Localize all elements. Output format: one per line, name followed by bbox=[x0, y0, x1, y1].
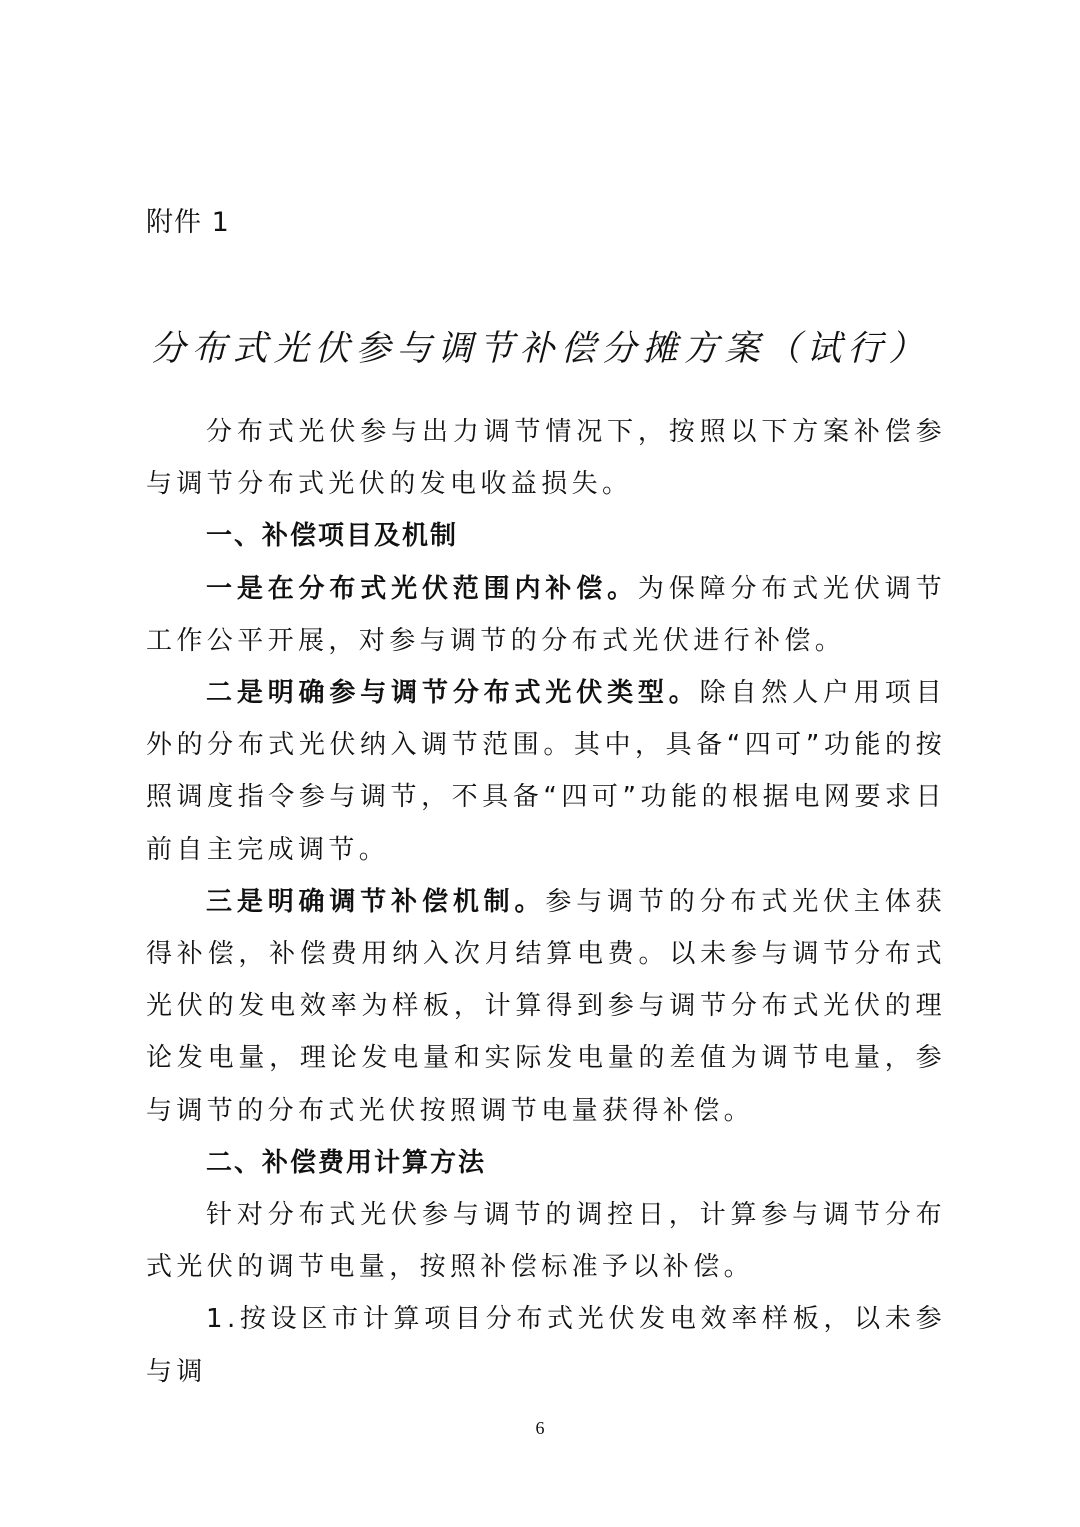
document-body bbox=[146, 406, 946, 1398]
paragraph-text: 除自然人户用项目外的分布式光伏纳入调节范围。其中，具备“四可”功能的按照调度指令参与调节，不具备“四可”功能的根据电网要求日前自主完成调节。 bbox=[146, 678, 947, 865]
page-number: 6 bbox=[535, 1418, 545, 1438]
paragraph-lead: 二是明确参与调节分布式光伏类型。 bbox=[206, 678, 700, 709]
section-heading-1: 一、补偿项目及机制 bbox=[206, 521, 459, 552]
paragraph-lead: 三是明确调节补偿机制。 bbox=[206, 886, 546, 917]
paragraph-text: 1.按设区市计算项目分布式光伏发电效率样板，以未参与调 bbox=[146, 1304, 946, 1387]
section-2-paragraph-1 bbox=[146, 1189, 946, 1293]
section-heading-2: 二、补偿费用计算方法 bbox=[206, 1147, 487, 1178]
paragraph-text: 参与调节的分布式光伏主体获得补偿，补偿费用纳入次月结算电费。以未参与调节分布式光伏的发电效率为样板，计算得到参与调节分布式光伏的理论发电量，理论发电量和实际发电量的差值为调节电量，参与调节的分布式光伏按照调节电量获得补偿。 bbox=[146, 886, 946, 1126]
section-1-paragraph-3 bbox=[146, 876, 946, 1137]
paragraph-lead: 一是在分布式光伏范围内补偿。 bbox=[206, 573, 638, 604]
section-1-paragraph-2 bbox=[146, 667, 946, 876]
paragraph-text: 针对分布式光伏参与调节的调控日，计算参与调节分布式光伏的调节电量，按照补偿标准予以补偿。 bbox=[146, 1200, 946, 1283]
intro-paragraph: 分布式光伏参与出力调节情况下，按照以下方案补偿参与调节分布式光伏的发电收益损失。 bbox=[146, 417, 946, 500]
section-1-paragraph-1 bbox=[146, 563, 946, 667]
document-title: 分布式光伏参与调节补偿分摊方案（试行） bbox=[150, 329, 930, 370]
attachment-label: 附件 1 bbox=[146, 207, 230, 238]
paragraph-text: 为保障分布式光伏调节工作公平开展，对参与调节的分布式光伏进行补偿。 bbox=[146, 573, 946, 656]
section-2-paragraph-2 bbox=[146, 1293, 946, 1397]
